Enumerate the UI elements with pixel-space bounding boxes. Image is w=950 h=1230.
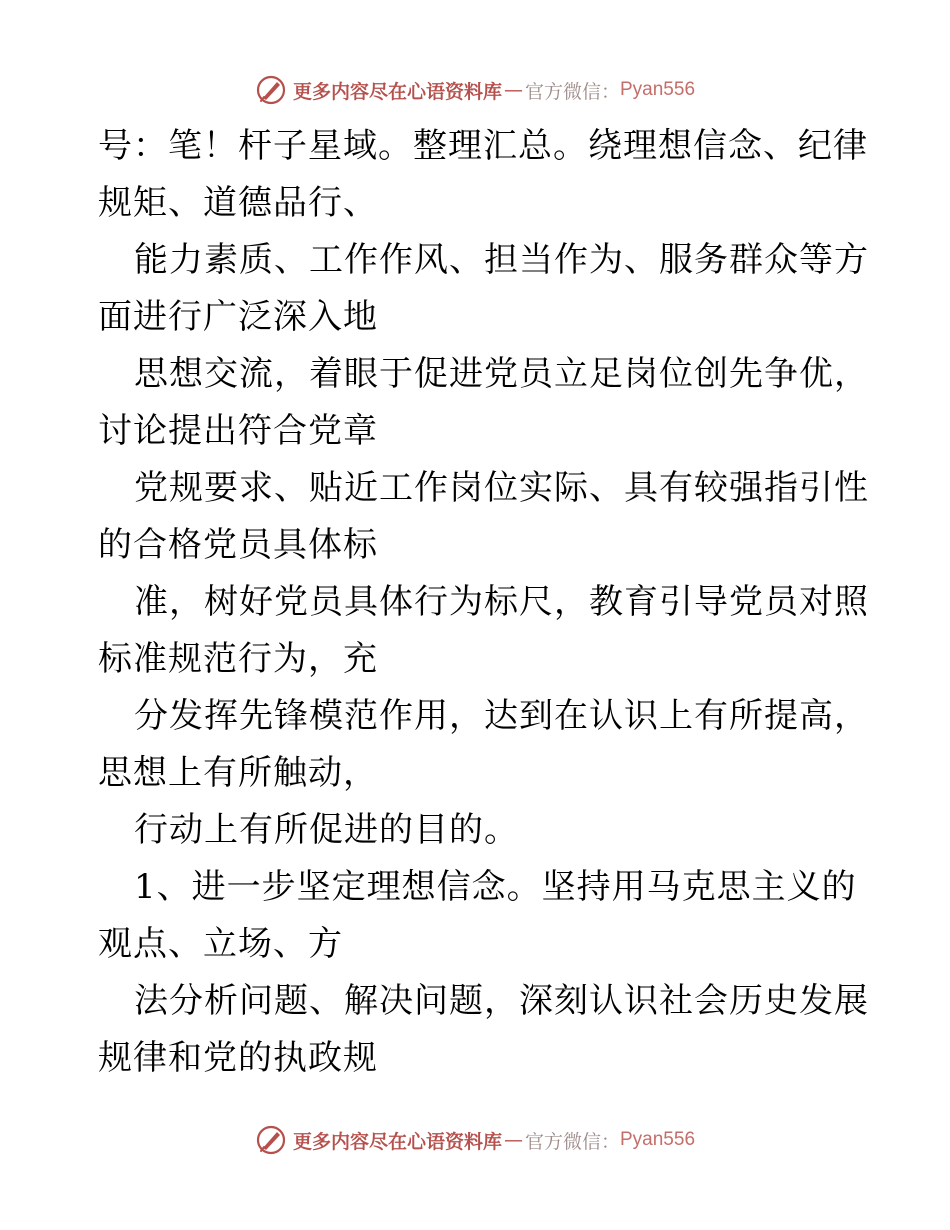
text-line: 规矩、道德品行、: [98, 183, 378, 223]
quill-pen-logo-icon: [255, 74, 287, 106]
text-line: 面进行广泛深入地: [98, 297, 378, 337]
quill-pen-logo-icon: [255, 1124, 287, 1156]
text-line: 思想上有所触动，: [98, 753, 378, 793]
text-line: 思想交流，着眼于促进党员立足岗位创先争优，: [134, 354, 869, 394]
document-body: [98, 118, 869, 1087]
banner-main-text: 更多内容尽在心语资料库: [292, 1130, 502, 1153]
text-line: 党规要求、贴近工作岗位实际、具有较强指引性: [134, 468, 869, 508]
text-line: 标准规范行为，充: [98, 639, 378, 679]
text-line: 能力素质、工作作风、担当作为、服务群众等方: [134, 240, 869, 280]
banner-main-text: 更多内容尽在心语资料库: [292, 80, 502, 103]
text-line: 的合格党员具体标: [98, 525, 378, 565]
text-line: 行动上有所促进的目的。: [134, 810, 519, 850]
text-line: 规律和党的执政规: [98, 1038, 378, 1078]
text-line: 观点、立场、方: [98, 924, 343, 964]
banner-separator: —: [503, 79, 523, 101]
text-line: 准，树好党员具体行为标尺，教育引导党员对照: [134, 582, 869, 622]
banner-wechat-id: Pyan556: [620, 1129, 696, 1150]
footer-banner: [0, 1118, 950, 1162]
banner-wechat-id: Pyan556: [620, 79, 696, 100]
banner-wechat-label: 官方微信：: [524, 1130, 620, 1153]
text-line: 分发挥先锋模范作用，达到在认识上有所提高，: [134, 696, 869, 736]
text-line: 1、进一步坚定理想信念。坚持用马克思主义的: [134, 867, 857, 907]
header-banner: [0, 68, 950, 112]
banner-separator: —: [503, 1129, 523, 1151]
text-line: 讨论提出符合党章: [98, 411, 378, 451]
text-line: 号：笔！杆子星域。整理汇总。绕理想信念、纪律: [98, 126, 868, 166]
banner-wechat-label: 官方微信：: [524, 80, 620, 103]
text-line: 法分析问题、解决问题，深刻认识社会历史发展: [134, 981, 869, 1021]
